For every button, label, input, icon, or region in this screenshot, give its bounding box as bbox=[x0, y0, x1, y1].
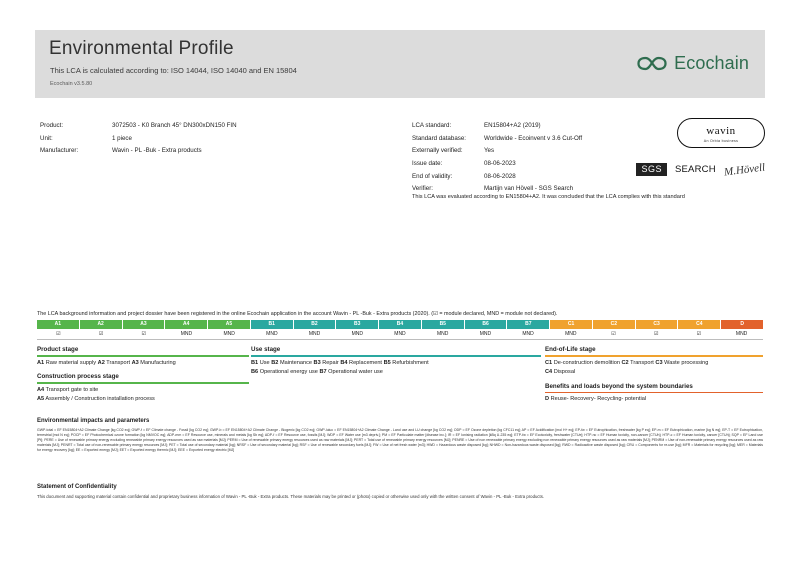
stage-text: Assembly / Construction installation process bbox=[45, 396, 155, 403]
meta-key: Unit: bbox=[40, 134, 53, 142]
module-value-cell: MND bbox=[436, 331, 449, 337]
module-code-cell: B5 bbox=[422, 320, 465, 329]
module-value-cell: MND bbox=[394, 331, 406, 337]
stage-product bbox=[37, 346, 249, 406]
stage-subtitle: Construction process stage bbox=[37, 373, 119, 381]
stage-text: Manufacturing bbox=[140, 359, 176, 366]
product-meta-right bbox=[412, 122, 702, 198]
module-code-cell: A4 bbox=[165, 320, 208, 329]
stage-code: A3 bbox=[131, 359, 139, 366]
module-declaration-table bbox=[37, 320, 763, 340]
stage-text: Transport bbox=[106, 359, 130, 366]
stage-code: B1 bbox=[251, 359, 259, 366]
impacts-legend: GWP-total = EF EN15804+A2 Climate Change [kg CO2 eq]; GWP-f = EF Climate change - Fossil [kg CO2 eq]; GWP-b = EF EN15804+A2 Climate Change - Biogenic [kg CO2 eq]; GWP-luluc = EF EN15804+A2 Climate Change - Land use and LU change [kg CO2 eq]; ODP = EF Ozone depletion [kg CFC11 eq]; AP = EF Acidification [mol H+ eq]; EP-fw = EF Eutrophication, freshwater [kg P eq]; EP-m = EF Eutrophication, marine [kg N eq]; EP-T = EF Eutrophication, terrestrial [mol N eq]; POCP = EF Photochemical ozone formation [kg NMVOC eq]; ADP-mm = EF Resource use, minerals and metals [kg Sb eq]; ADP-f = EF Resource use, fossils [MJ]; WDP = EF Water use [m3 depriv.]; PM = EF Particulate matter [disease inc.]; IR = EF Ionising radiation [kBq U-235 eq]; ETP-fw = EF Ecotoxicity, freshwater [CTUe]; HTP-nc = EF Human toxicity, non-cancer [CTUh]; HTP-c = EF Human toxicity, cancer [CTUh]; SQP = EF Land use [Pt]; PERE = Use of renewable primary energy excluding renewable primary energy resources used as raw materials [MJ]; PERM = Use of renewable primary energy resources used as raw materials [MJ]; PERT = Total use of renewable primary energy resources [MJ]; PENRE = Use of non renewable primary energy excluding non renewable primary energy resources used as raw materials [MJ]; PENRM = Use of non-renewable primary energy resources used as raw materials [MJ]; PENRT = Total use of non-renewable primary energy resources [MJ]; PET = Total use of secondary material [kg]; NRSF = Use of secondary material [kg]; RSF = Use of renewable secondary fuels [MJ]; FW = Use of net fresh water [m3]; HWD = Hazardous waste disposed [kg]; NHWD = Non-hazardous waste disposed [kg]; RWD = Radioactive waste disposed [kg]; CRU = Components for re-use [kg]; MFR = Materials for recycling [kg]; MER = Materials for energy recovery [kg]; EE = Exported energy [MJ]; EET = Exported energy thermic [MJ]; EEE = Exported energy electric [MJ] bbox=[37, 428, 763, 452]
stage-text: Transport gate to site bbox=[45, 386, 99, 393]
meta-key: Issue date: bbox=[412, 159, 443, 167]
stage-code: C1 bbox=[545, 359, 553, 366]
module-value-cell: MND bbox=[223, 331, 235, 337]
header-subtitle: This LCA is calculated according to: ISO 14044, ISO 14040 and EN 15804 bbox=[50, 66, 297, 75]
meta-value: 1 piece bbox=[112, 134, 132, 142]
module-code-cell: C2 bbox=[593, 320, 636, 329]
stage-rule bbox=[37, 382, 249, 384]
meta-row bbox=[40, 122, 370, 129]
stage-text: Transport bbox=[630, 359, 654, 366]
stage-title: End-of-Life stage bbox=[545, 346, 596, 353]
wavin-wordmark: wavin bbox=[706, 125, 736, 137]
brand-name: Ecochain bbox=[674, 53, 749, 73]
stage-text: Reuse- Recovery- Recycling- potential bbox=[550, 396, 647, 403]
module-code-cell: C4 bbox=[678, 320, 721, 329]
stage-text: Operational water use bbox=[328, 368, 383, 375]
stage-rule bbox=[37, 355, 249, 357]
stage-end-of-life bbox=[545, 346, 763, 406]
module-code-cell: B6 bbox=[465, 320, 508, 329]
meta-row bbox=[40, 147, 370, 154]
meta-key: LCA standard: bbox=[412, 122, 452, 129]
module-code-cell: B4 bbox=[379, 320, 422, 329]
module-value-cell: MND bbox=[522, 331, 534, 337]
stage-code: A2 bbox=[97, 359, 105, 366]
stage-title: Product stage bbox=[37, 346, 79, 353]
module-code-row bbox=[37, 320, 763, 329]
module-code-cell: A1 bbox=[37, 320, 80, 329]
meta-value: Wavin - PL -Buk - Extra products bbox=[112, 147, 202, 155]
module-value-cell: MND bbox=[565, 331, 577, 337]
module-code-cell: A3 bbox=[123, 320, 166, 329]
module-code-cell: B2 bbox=[294, 320, 337, 329]
stage-text: Replacement bbox=[349, 359, 382, 366]
meta-value: 08-06-2028 bbox=[484, 172, 516, 180]
infinity-icon bbox=[637, 55, 667, 72]
meta-row bbox=[412, 122, 702, 129]
confidentiality-title: Statement of Confidentiality bbox=[37, 484, 117, 490]
stage-text: Maintenance bbox=[279, 359, 312, 366]
verifier-signature: M.Hövell bbox=[723, 161, 766, 178]
stage-text: Raw material supply bbox=[45, 359, 97, 366]
stage-line bbox=[545, 360, 763, 367]
stage-line bbox=[545, 369, 763, 376]
header-version: Ecochain v3.5.80 bbox=[50, 81, 93, 87]
verification-note: This LCA was evaluated according to EN15804+A2. It was concluded that the LCA complies with this standard bbox=[412, 194, 685, 200]
module-code-cell: A5 bbox=[208, 320, 251, 329]
stage-code: C4 bbox=[545, 368, 553, 375]
page-title: Environmental Profile bbox=[49, 38, 234, 59]
module-value-cell: MND bbox=[735, 331, 748, 337]
wavin-logo bbox=[677, 118, 765, 148]
meta-key: End of validity: bbox=[412, 172, 453, 180]
module-value-cell: MND bbox=[308, 331, 321, 337]
stage-code: C2 bbox=[621, 359, 629, 366]
meta-row bbox=[412, 135, 702, 142]
module-value-cell: MND bbox=[180, 331, 193, 337]
module-code-cell: C3 bbox=[636, 320, 679, 329]
lifecycle-stages bbox=[37, 346, 763, 421]
meta-key: Product: bbox=[40, 122, 64, 129]
stage-code: A5 bbox=[37, 396, 45, 403]
module-value-cell: ☑ bbox=[141, 331, 146, 337]
module-value-cell: MND bbox=[479, 331, 492, 337]
stage-sub-product bbox=[37, 373, 249, 403]
stage-code: B3 bbox=[313, 359, 321, 366]
stage-text: Operational energy use bbox=[259, 368, 318, 375]
dossier-note: The LCA background information and project dossier have been registered in the online Ecochain application in the account Wavin - PL -Buk - Extra products (2020). (☑ = module declared, MND = module not declared). bbox=[37, 311, 558, 317]
ecochain-logo bbox=[637, 53, 749, 74]
stage-subtitle: Benefits and loads beyond the system boundaries bbox=[545, 382, 693, 390]
stage-text: Repair bbox=[322, 359, 339, 366]
stage-rule bbox=[545, 355, 763, 357]
module-code-cell: D bbox=[721, 320, 763, 329]
meta-value: 3072503 - K0 Branch 45° DN300xDN150 FIN bbox=[112, 122, 237, 129]
meta-key: Externally verified: bbox=[412, 147, 463, 155]
stage-rule bbox=[545, 392, 763, 394]
module-code-cell: B7 bbox=[507, 320, 550, 329]
stage-code: B2 bbox=[271, 359, 279, 366]
stage-code: D bbox=[545, 396, 550, 403]
module-value-cell: ☑ bbox=[696, 331, 702, 337]
stage-code: B6 bbox=[251, 368, 259, 375]
stage-rule bbox=[251, 355, 541, 357]
document-header bbox=[35, 30, 765, 98]
meta-row bbox=[412, 185, 702, 192]
stage-line bbox=[37, 387, 249, 394]
module-value-cell: ☑ bbox=[653, 331, 659, 337]
stage-text: Refurbishment bbox=[392, 359, 429, 366]
wavin-tagline: An Orbia business bbox=[703, 139, 739, 143]
module-value-cell: ☑ bbox=[98, 331, 104, 337]
stage-code: C3 bbox=[655, 359, 663, 366]
stage-line bbox=[37, 360, 249, 367]
stage-text: Waste processing bbox=[664, 359, 709, 366]
confidentiality-body: This document and supporting material contain confidential and proprietary business information of Wavin - PL -Buk - Extra products. These materials may be printed or (photo) copied or otherwise used only with the written consent of Wavin - PL -Buk - Extra products. bbox=[37, 494, 545, 499]
meta-row bbox=[412, 147, 702, 154]
meta-key: Manufacturer: bbox=[40, 147, 79, 155]
stage-text: De-construction demolition bbox=[553, 359, 620, 366]
meta-value: Martijn van Hövell - SGS Search bbox=[484, 185, 574, 193]
stage-line bbox=[251, 360, 541, 367]
module-code-cell: B1 bbox=[251, 320, 294, 329]
stage-code: B5 bbox=[383, 359, 391, 366]
meta-value: 08-06-2023 bbox=[484, 159, 516, 167]
meta-value: EN15804+A2 (2019) bbox=[484, 122, 541, 129]
meta-key: Standard database: bbox=[412, 134, 467, 142]
stage-text: Disposal bbox=[553, 368, 576, 375]
stage-line bbox=[37, 396, 249, 403]
module-value-cell: ☑ bbox=[56, 331, 61, 337]
module-code-cell: B3 bbox=[336, 320, 379, 329]
stage-code: B7 bbox=[319, 368, 327, 375]
stage-code: A4 bbox=[37, 386, 45, 393]
certification-row bbox=[630, 163, 765, 176]
meta-value: Yes bbox=[484, 147, 495, 155]
module-code-cell: A2 bbox=[80, 320, 123, 329]
stage-line bbox=[545, 396, 763, 403]
stage-sub-benefits bbox=[545, 383, 763, 403]
product-meta-left bbox=[40, 122, 370, 160]
module-value-row bbox=[37, 329, 763, 340]
module-code-cell: C1 bbox=[550, 320, 593, 329]
meta-row bbox=[40, 135, 370, 142]
meta-key: Verifier: bbox=[412, 185, 433, 193]
meta-value: Worldwide - Ecoinvent v 3.6 Cut-Off bbox=[484, 134, 583, 142]
sgs-logo: SGS bbox=[636, 163, 667, 176]
stage-code: A1 bbox=[37, 359, 45, 366]
stage-text: Use bbox=[259, 359, 270, 366]
impacts-title: Environmental impacts and parameters bbox=[37, 418, 150, 424]
module-value-cell: ☑ bbox=[611, 331, 616, 337]
module-value-cell: MND bbox=[266, 331, 278, 337]
stage-title: Use stage bbox=[251, 346, 281, 353]
stage-use bbox=[251, 346, 541, 378]
search-logo: SEARCH bbox=[674, 164, 716, 175]
stage-line bbox=[251, 369, 541, 376]
module-value-cell: MND bbox=[351, 331, 363, 337]
stage-code: B4 bbox=[340, 359, 348, 366]
